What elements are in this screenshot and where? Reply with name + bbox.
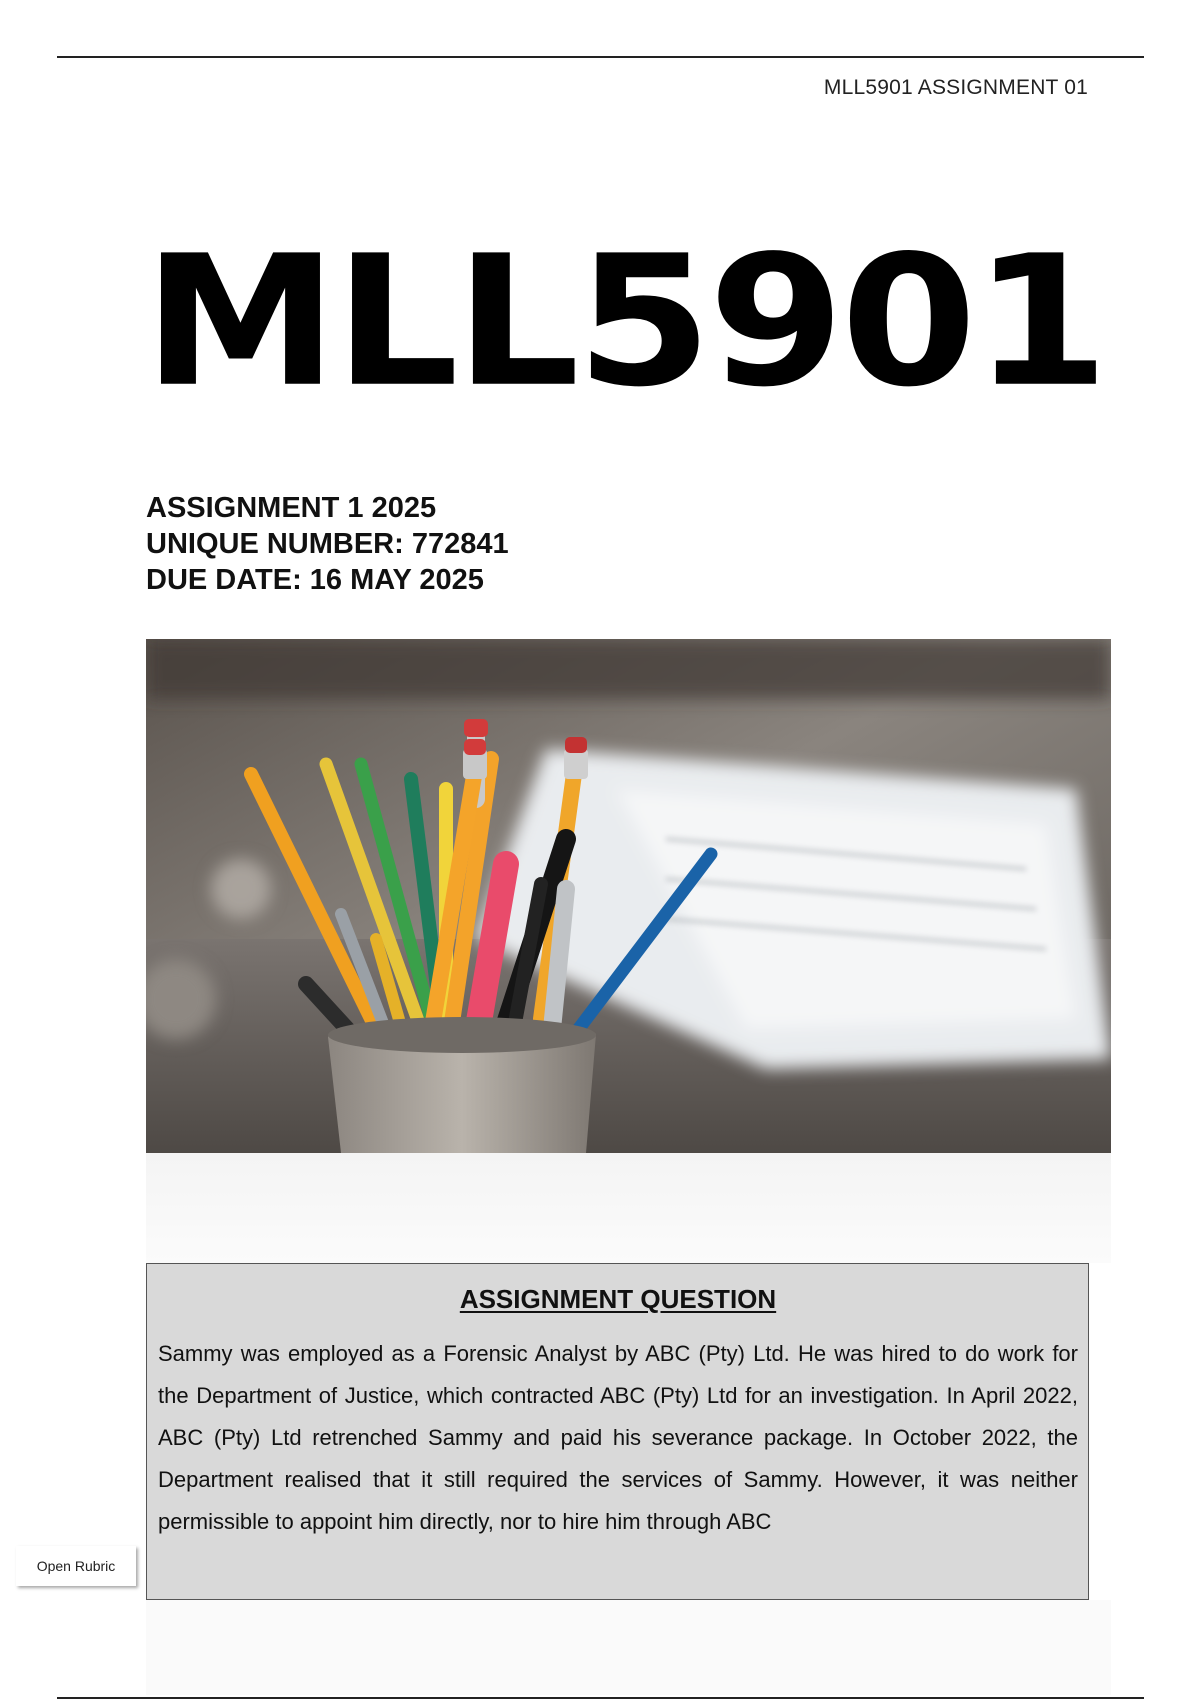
course-code-title: MLL5901 bbox=[143, 217, 1106, 428]
assignment-label: ASSIGNMENT 1 2025 bbox=[146, 492, 437, 524]
due-date: DUE DATE: 16 MAY 2025 bbox=[146, 564, 484, 596]
footer-rule bbox=[57, 1697, 1144, 1699]
unique-number: UNIQUE NUMBER: 772841 bbox=[146, 528, 509, 560]
header-course-code: MLL5901 ASSIGNMENT 01 bbox=[823, 76, 1088, 99]
assignment-details bbox=[146, 490, 509, 598]
photo-illustration bbox=[146, 639, 1111, 1153]
header-rule bbox=[57, 56, 1144, 58]
open-rubric-button[interactable]: Open Rubric bbox=[16, 1546, 136, 1586]
pencils-in-cup-photo bbox=[146, 639, 1111, 1153]
question-heading: ASSIGNMENT QUESTION bbox=[459, 1284, 777, 1314]
page-footer-area bbox=[146, 1600, 1111, 1695]
question-body: Sammy was employed as a Forensic Analyst by ABC (Pty) Ltd. He was hired to do work for the Department of Justice, which contracted ABC (Pty) Ltd for an investigation. In April 2022, ABC (Pty) Ltd retrenched Sammy and paid his severance package. In October 2022, the Department realised that it still required the services of Sammy. However, it was neither permissible to appoint him directly, nor to hire him through ABC bbox=[158, 1341, 1078, 1534]
assignment-question-box bbox=[146, 1263, 1089, 1600]
spacer-band bbox=[146, 1153, 1111, 1263]
